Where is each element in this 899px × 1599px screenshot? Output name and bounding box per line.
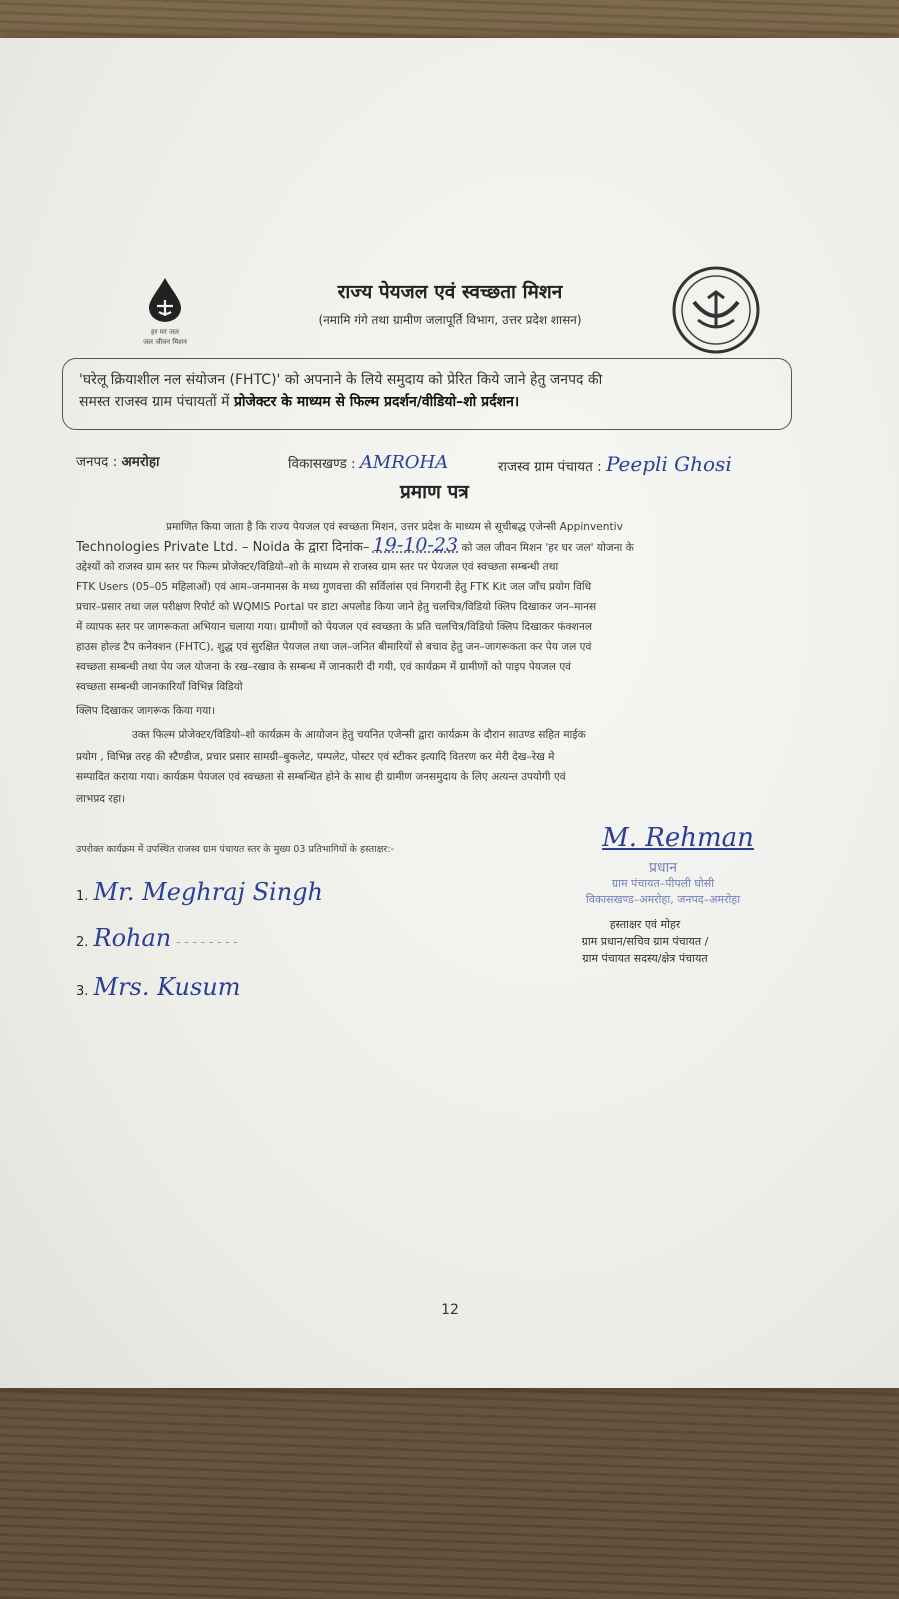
participant-2-signature: Rohan xyxy=(93,924,172,952)
para1-line-h: हाउस होल्ड टैप कनेक्शन (FHTC), शुद्ध एवं सुरक्षित पेयजल तथा जल–जनित बीमारियों से बचाव हेतु जन–जागरूकता कर पेय जल एवं xyxy=(76,641,592,653)
village-value: Peepli Ghosi xyxy=(605,452,732,476)
water-drop-icon xyxy=(145,276,185,322)
para1-line-f: प्रचार–प्रसार तथा जल परीक्षण रिपोर्ट को WQMIS Portal पर डाटा अपलोड किया जाने हेतु चलचित्र/विडियो क्लिप दिखाकर जन–मानस xyxy=(76,601,597,613)
notice-line-1: 'घरेलू क्रियाशील नल संयोजन (FHTC)' को अपनाने के लिये समुदाय को प्रेरित किये जाने हेतु जनपद की xyxy=(79,372,603,388)
pradhan-signature: M. Rehman xyxy=(602,823,754,853)
para2-line-a: उक्त फिल्म प्रोजेक्टर/विडियो–शो कार्यक्रम के आयोजन हेतु चयनित एजेन्सी द्वारा कार्यक्रम के दौरान साउण्ड सहित माईक xyxy=(132,729,586,741)
para1-line-c-text: को जल जीवन मिशन 'हर घर जल' योजना के xyxy=(461,542,634,554)
para1-line-g: में व्यापक स्तर पर जागरूकता अभियान चलाया गया। ग्रामीणों को पेयजल एवं स्वच्छता के प्रति चलचित्र/विडियो क्लिप दिखाकर फंक्शनल xyxy=(76,621,593,633)
notice-line-2 xyxy=(79,391,775,413)
para1-line-e: FTK Users (05–05 महिलाओं) एवं आम–जनमानस के मध्य गुणवत्ता की सर्विलांस एवं निगरानी हेतु FTK Kit जल जाँच प्रयोग विधि xyxy=(76,581,592,593)
participant-1 xyxy=(76,878,323,906)
para1-line-b xyxy=(76,536,824,558)
stamp-line-1: प्रधान xyxy=(649,860,677,876)
para1-line-j: स्वच्छता सम्बन्धी जानकारियाँ विभिन्न विडियो xyxy=(76,681,243,693)
block-value: AMROHA xyxy=(359,452,449,473)
official-stamp xyxy=(558,860,768,908)
notice-line-2-bold: प्रोजेक्टर के माध्यम से फिल्म प्रदर्शन/वीडियो–शो प्रर्दशन। xyxy=(233,394,520,410)
participant-2-number: 2. xyxy=(76,935,89,950)
stamp-line-3: विकासखण्ड–अमरोहा, जनपद–अमरोहा xyxy=(585,893,741,906)
logo-text: हर घर जल xyxy=(151,328,179,336)
para1-line-b-text: Technologies Private Ltd. – Noida के द्वारा दिनांक– xyxy=(76,540,370,555)
participants-note: उपरोक्त कार्यक्रम में उपस्थित राजस्व ग्राम पंचायत स्तर के मुख्य 03 प्रतिभागियों के हस्ताक्षर:- xyxy=(76,844,394,855)
participant-1-signature: Mr. Meghraj Singh xyxy=(93,878,324,906)
village-label: राजस्व ग्राम पंचायत : xyxy=(498,459,602,475)
block-field xyxy=(288,452,448,473)
para1-line-d: उद्देश्यों को राजस्व ग्राम स्तर पर फिल्म प्रोजेक्टर/विडियो–शो के माध्यम से राजस्व ग्राम स्तर पर पेयजल एवं स्वच्छता सम्बन्धी तथा xyxy=(76,561,559,573)
logo-subtext: जल जीवन मिशन xyxy=(143,338,187,346)
para2-line-b: प्रयोग , विभिन्न तरह की स्टैण्डीज, प्रचार प्रसार सामग्री–बुकलेट, पम्पलेट, पोस्टर एवं स्टीकर इत्यादि वितरण कर मेरी देख–रेख मे xyxy=(76,751,555,763)
participant-3 xyxy=(76,973,241,1001)
block-label: विकासखण्ड : xyxy=(288,456,356,472)
caption-line-1: हस्ताक्षर एवं मोहर xyxy=(609,918,681,931)
participant-1-number: 1. xyxy=(76,889,89,904)
jal-jeevan-mission-logo xyxy=(132,276,198,354)
district-field xyxy=(76,452,160,470)
document-subtitle: (नमामि गंगे तथा ग्रामीण जलापूर्ति विभाग, उत्तर प्रदेश शासन) xyxy=(318,313,582,327)
para1-line-a: प्रमाणित किया जाता है कि राज्य पेयजल एवं स्वच्छता मिशन, उत्तर प्रदेश के माध्यम से सूचीबद्ध एजेन्सी Appinventiv xyxy=(166,521,623,533)
program-notice-box xyxy=(62,358,792,430)
dotted-line: - - - - - - - - xyxy=(176,935,238,949)
caption-line-2: ग्राम प्रधान/सचिव ग्राम पंचायत / xyxy=(581,935,709,948)
emblem-icon xyxy=(668,262,764,358)
signature-caption xyxy=(520,916,770,967)
para1-line-k: क्लिप दिखाकर जागरूक किया गया। xyxy=(76,705,216,717)
notice-line-2-text: समस्त राजस्व ग्राम पंचायतों में xyxy=(79,394,234,410)
village-field xyxy=(498,452,732,476)
page-number: 12 xyxy=(441,1302,459,1318)
participant-3-signature: Mrs. Kusum xyxy=(93,973,241,1001)
program-date: 19-10-23 xyxy=(372,534,459,556)
stamp-line-2: ग्राम पंचायत–पीपली घोसी xyxy=(611,877,715,890)
certificate-title: प्रमाण पत्र xyxy=(400,481,469,503)
district-label: जनपद : xyxy=(76,454,118,470)
para2-line-c: सम्पादित कराया गया। कार्यक्रम पेयजल एवं स्वच्छता से सम्बन्धित होने के साथ ही ग्रामीण जनसमुदाय के लिए अत्यन्त उपयोगी एवं xyxy=(76,771,566,783)
pradhan-signature-block xyxy=(578,823,778,853)
document-page xyxy=(0,38,899,1388)
caption-line-3: ग्राम पंचायत सदस्य/क्षेत्र पंचायत xyxy=(582,952,708,965)
participant-2 xyxy=(76,924,238,952)
document-title: राज्य पेयजल एवं स्वच्छता मिशन xyxy=(337,281,563,303)
district-value: अमरोहा xyxy=(121,454,160,470)
up-government-emblem xyxy=(668,262,764,358)
para2-line-d: लाभप्रद रहा। xyxy=(76,793,126,805)
participant-3-number: 3. xyxy=(76,984,89,999)
para1-line-i: स्वच्छता सम्बन्धी तथा पेय जल योजना के रख–रखाव के सम्बन्ध में जानकारी दी गयी, एवं कार्यक्रम में ग्रामीणों को पाइप पेयजल एवं xyxy=(76,661,572,673)
